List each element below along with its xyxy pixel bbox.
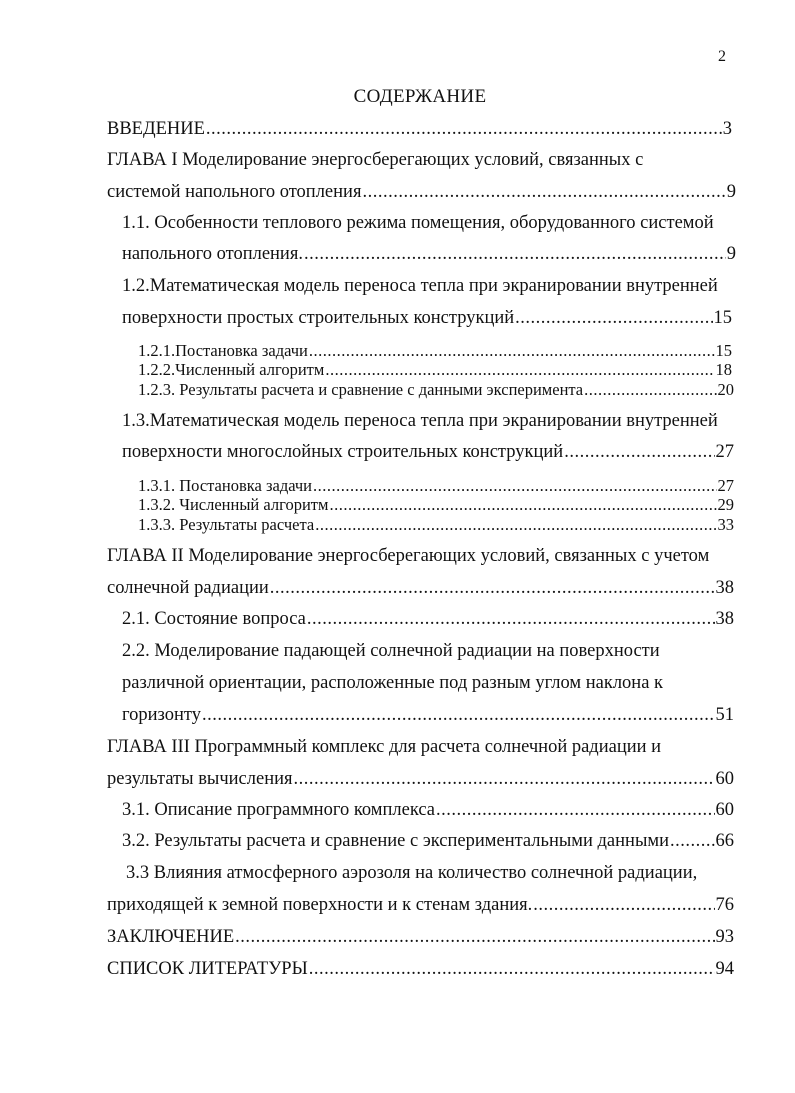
toc-leader-dots — [206, 117, 722, 141]
toc-entry-2-2-cont-1[interactable] — [122, 671, 663, 695]
toc-entry-page: 27 — [717, 476, 734, 495]
toc-entry-label: приходящей к земной поверхности и к стенам здания. — [107, 895, 533, 915]
toc-leader-dots — [670, 829, 715, 853]
toc-entry-page: 76 — [715, 895, 734, 915]
toc-entry-1-3-3[interactable] — [138, 515, 734, 535]
toc-entry-label: 1.3.1. Постановка задачи — [138, 476, 312, 495]
toc-leader-dots — [315, 515, 716, 535]
toc-leader-dots — [235, 925, 714, 949]
toc-leader-dots — [309, 341, 715, 361]
toc-entry-2-2[interactable] — [122, 639, 660, 663]
toc-entry-3-1[interactable] — [122, 798, 734, 822]
toc-entry-page: 18 — [715, 360, 732, 379]
toc-entry-page: 27 — [715, 442, 734, 462]
toc-entry-page: 3 — [722, 119, 732, 139]
toc-leader-dots — [325, 360, 714, 380]
toc-entry-page: 29 — [717, 495, 734, 514]
toc-leader-dots — [307, 607, 715, 631]
toc-entry-chapter-3[interactable] — [107, 735, 661, 759]
toc-entry-label: 3.2. Результаты расчета и сравнение с экспериментальными данными — [122, 831, 669, 851]
toc-entry-1-3[interactable] — [122, 409, 718, 433]
toc-entry-label: 3.3 Влияния атмосферного аэрозоля на количество солнечной радиации, — [126, 863, 698, 883]
toc-leader-dots — [309, 957, 715, 981]
toc-entry-label: ГЛАВА I Моделирование энергосберегающих условий, связанных с — [107, 150, 644, 170]
toc-leader-dots — [329, 495, 716, 515]
toc-entry-2-1[interactable] — [122, 607, 734, 631]
toc-entry-1-2-cont[interactable] — [122, 306, 732, 330]
toc-entry-label: 1.2.2.Численный алгоритм — [138, 360, 325, 379]
toc-entry-chapter-1-cont[interactable] — [107, 180, 736, 204]
toc-entry-chapter-1[interactable] — [107, 148, 643, 172]
toc-entry-label: горизонту — [122, 705, 201, 725]
toc-entry-page: 60 — [715, 800, 734, 820]
toc-entry-label: ГЛАВА III Программный комплекс для расчета солнечной радиации и — [107, 737, 662, 757]
toc-leader-dots — [202, 703, 715, 727]
toc-entry-label: 1.3.Математическая модель переноса тепла при экранировании внутренней — [122, 411, 718, 431]
toc-entry-page: 93 — [715, 927, 734, 947]
toc-leader-dots — [294, 767, 715, 791]
toc-entry-page: 38 — [715, 609, 734, 629]
toc-entry-label: 2.1. Состояние вопроса — [122, 609, 306, 629]
toc-leader-dots — [533, 893, 714, 917]
toc-entry-label: 1.2.Математическая модель переноса тепла при экранировании внутренней — [122, 276, 718, 296]
toc-entry-label: результаты вычисления — [107, 769, 293, 789]
toc-entry-page: 15 — [713, 308, 732, 328]
toc-entry-2-2-cont-2[interactable] — [122, 703, 734, 727]
toc-entry-1-1-cont[interactable] — [122, 242, 736, 266]
toc-entry-label: напольного отопления. — [122, 244, 303, 264]
toc-entry-1-3-cont[interactable] — [122, 440, 734, 464]
toc-entry-page: 20 — [717, 380, 734, 399]
toc-entry-label: ЗАКЛЮЧЕНИЕ — [107, 927, 235, 947]
toc-entry-label: 3.1. Описание программного комплекса — [122, 800, 436, 820]
toc-leader-dots — [304, 242, 726, 266]
toc-entry-label: СПИСОК ЛИТЕРАТУРЫ — [107, 959, 308, 979]
toc-entry-label: 1.2.3. Результаты расчета и сравнение с данными эксперимента — [138, 380, 584, 399]
toc-entry-1-2-1[interactable] — [138, 341, 732, 361]
toc-entry-conclusion[interactable] — [107, 925, 734, 949]
toc-entry-label: поверхности многослойных строительных конструкций — [122, 442, 564, 462]
toc-entry-3-2[interactable] — [122, 829, 734, 853]
toc-entry-label: 2.2. Моделирование падающей солнечной радиации на поверхности — [122, 641, 660, 661]
toc-entry-label: поверхности простых строительных конструкций — [122, 308, 515, 328]
toc-entry-3-3-cont[interactable] — [107, 893, 734, 917]
toc-entry-1-2-3[interactable] — [138, 380, 734, 400]
toc-entry-page: 38 — [715, 578, 734, 598]
toc-entry-introduction[interactable] — [107, 117, 732, 141]
toc-leader-dots — [584, 380, 716, 400]
toc-entry-page: 66 — [715, 831, 734, 851]
toc-entry-label: 1.3.3. Результаты расчета — [138, 515, 315, 534]
toc-entry-label: солнечной радиации — [107, 578, 269, 598]
toc-entry-3-3[interactable] — [126, 861, 697, 885]
toc-entry-1-3-1[interactable] — [138, 476, 734, 496]
toc-leader-dots — [436, 798, 714, 822]
toc-entry-chapter-2[interactable] — [107, 544, 709, 568]
toc-entry-page: 15 — [715, 341, 732, 360]
toc-entry-page: 33 — [717, 515, 734, 534]
toc-entry-label: ВВЕДЕНИЕ — [107, 119, 205, 139]
toc-entry-1-2[interactable] — [122, 274, 718, 298]
toc-leader-dots — [515, 306, 712, 330]
toc-entry-page: 94 — [715, 959, 734, 979]
toc-entry-page: 51 — [715, 705, 734, 725]
toc-entry-page: 9 — [726, 182, 736, 202]
toc-entry-page: 9 — [726, 244, 736, 264]
toc-leader-dots — [362, 180, 725, 204]
toc-leader-dots — [270, 576, 715, 600]
page-number: 2 — [718, 48, 726, 65]
toc-entry-label: различной ориентации, расположенные под разным углом наклона к — [122, 673, 664, 693]
toc-title: СОДЕРЖАНИЕ — [353, 86, 487, 107]
toc-entry-label: системой напольного отопления — [107, 182, 362, 202]
toc-entry-page: 60 — [715, 769, 734, 789]
toc-entry-1-3-2[interactable] — [138, 495, 734, 515]
toc-leader-dots — [564, 440, 714, 464]
toc-entry-label: 1.2.1.Постановка задачи — [138, 341, 308, 360]
toc-leader-dots — [313, 476, 717, 496]
toc-entry-chapter-3-cont[interactable] — [107, 767, 734, 791]
toc-entry-1-2-2[interactable] — [138, 360, 732, 380]
toc-entry-1-1[interactable] — [122, 211, 714, 235]
toc-entry-chapter-2-cont[interactable] — [107, 576, 734, 600]
toc-entry-label: 1.1. Особенности теплового режима помещения, оборудованного системой — [122, 213, 714, 233]
toc-entry-label: 1.3.2. Численный алгоритм — [138, 495, 329, 514]
toc-entry-references[interactable] — [107, 957, 734, 981]
toc-entry-label: ГЛАВА II Моделирование энергосберегающих условий, связанных с учетом — [107, 546, 710, 566]
